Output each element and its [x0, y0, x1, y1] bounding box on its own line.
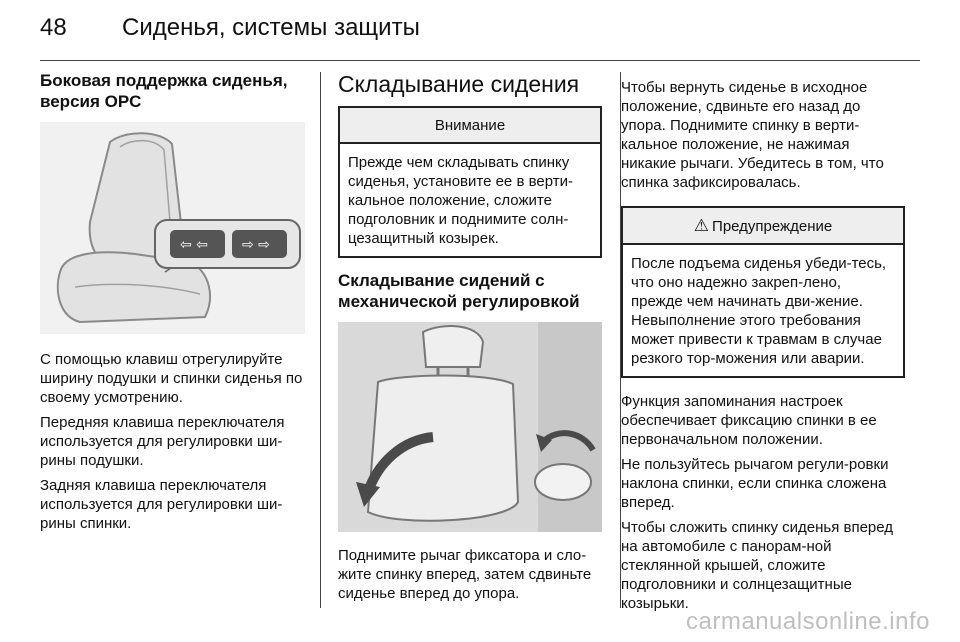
notice-title: Внимание: [340, 108, 600, 144]
paragraph: Не пользуйтесь рычагом регули-ровки наклона спинки, если спинка сложена вперед.: [621, 456, 889, 511]
notice-box: [338, 106, 602, 258]
paragraph: С помощью клавиш отрегулируйте ширину подушки и спинки сиденья по своему усмотрению.: [40, 351, 303, 406]
column-side-support: [40, 70, 305, 539]
paragraph: Функция запоминания настроек обеспечивает фиксацию спинки в ее первоначальном положении.: [621, 393, 877, 448]
warning-text: После подъема сиденья убеди-тесь, что оно надежно закреп-лено, прежде чем начинать дви-жение. Невыполнение этого требования может привести к травмам в случае резкого тор-можения или аварии.: [631, 255, 887, 367]
seat-switch-illustration: [40, 122, 305, 334]
warning-header: [623, 208, 903, 245]
page-number: 48: [40, 14, 67, 41]
section-heading-folding: Складывание сидения: [338, 71, 580, 97]
paragraph: Чтобы сложить спинку сиденья вперед на автомобиле с панорам-ной стеклянной крышей, сложите подголовники и солнцезащитные козырьки.: [621, 519, 894, 612]
paragraph: Передняя клавиша переключателя используется для регулировки ши-рины подушки.: [40, 414, 285, 469]
watermark: carmanualsonline.info: [686, 608, 930, 635]
page-title: Сиденья, системы защиты: [122, 14, 420, 41]
subheading-manual-folding: Складывание сидений с механической регулировкой: [338, 271, 580, 311]
warning-triangle-icon: ⚠: [693, 216, 710, 235]
page-header: [40, 14, 920, 56]
seat-folding-illustration: [338, 322, 602, 532]
paragraph: Чтобы вернуть сиденье в исходное положение, сдвиньте его назад до упора. Поднимите спинку в верти-кальное положение, не нажимая никакие рычаги. Убедитесь в том, что спинка зафиксировалась.: [621, 79, 884, 191]
column-folding: [338, 70, 602, 609]
image-caption: Поднимите рычаг фиксатора и сло-жите спинку вперед, затем сдвиньте сиденье вперед до упора.: [338, 547, 592, 602]
svg-text:⇦ ⇦: ⇦ ⇦: [180, 237, 208, 253]
warning-box: [621, 206, 905, 378]
notice-text: Прежде чем складывать спинку сиденья, установите ее в верти-кальное положение, сложите подголовник и поднимите солн-цезащитный козырек.: [348, 154, 573, 247]
column-divider: [320, 72, 321, 608]
header-divider: [40, 60, 920, 61]
section-heading-side-support: Боковая поддержка сиденья, версия OPC: [40, 71, 288, 111]
svg-text:⇨ ⇨: ⇨ ⇨: [242, 237, 270, 253]
warning-title: Предупреждение: [712, 218, 833, 235]
paragraph: Задняя клавиша переключателя используется для регулировки ши-рины спинки.: [40, 477, 283, 532]
column-return: [621, 78, 905, 619]
